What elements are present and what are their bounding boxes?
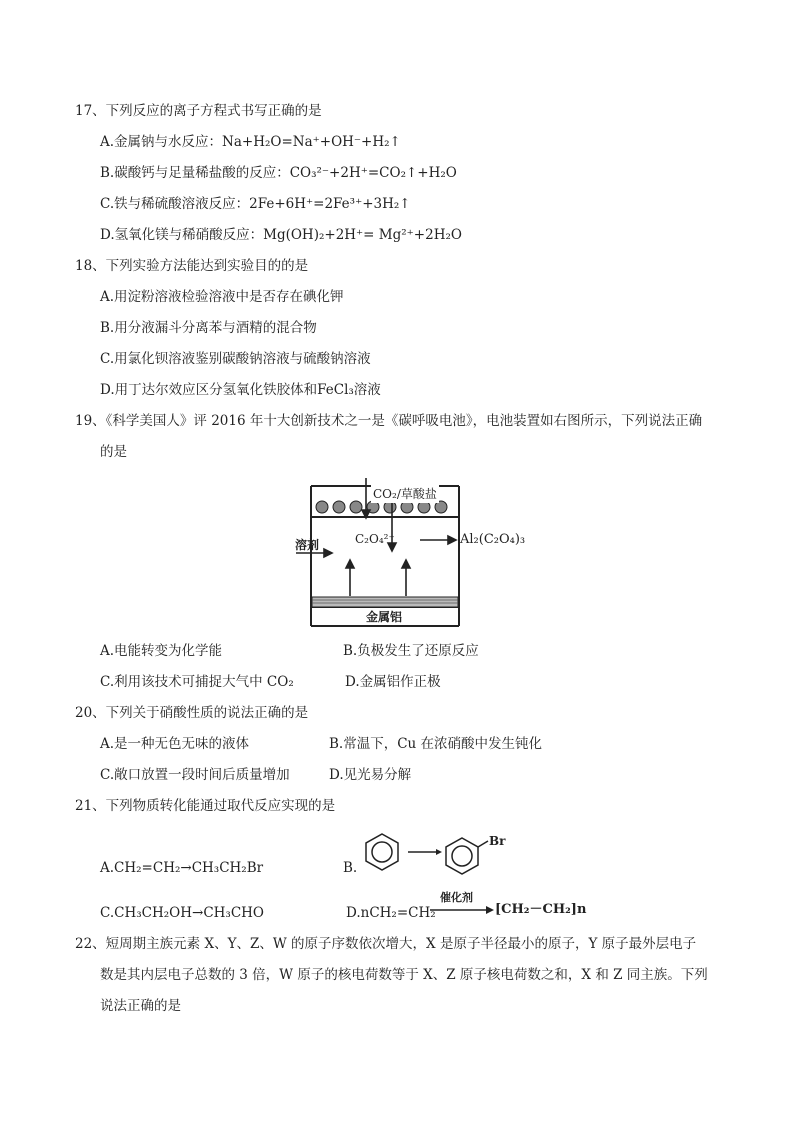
solvent-label: 溶剂 [295, 538, 320, 552]
catalyst-label: 催化剂 [440, 891, 473, 904]
polymerization-arrow [428, 904, 498, 916]
q22-stem-line3: 说法正确的是 [100, 998, 181, 1014]
q21-stem: 21、下列物质转化能通过取代反应实现的是 [75, 798, 336, 814]
q18-option-b: B.用分液漏斗分离苯与酒精的混合物 [100, 320, 317, 336]
q17-stem: 17、下列反应的离子方程式书写正确的是 [75, 103, 322, 119]
q17-option-d: D.氢氧化镁与稀硝酸反应：Mg(OH)₂+2H⁺= Mg²⁺+2H₂O [100, 227, 462, 243]
q17-option-a: A.金属钠与水反应：Na+H₂O=Na⁺+OH⁻+H₂↑ [100, 134, 401, 150]
q18-stem: 18、下列实验方法能达到实验目的的是 [75, 258, 309, 274]
polyethylene-label: [CH₂－CH₂]n [495, 902, 587, 917]
q19-option-c: C.利用该技术可捕捉大气中 CO₂ [100, 674, 294, 690]
q18-option-a: A.用淀粉溶液检验溶液中是否存在碘化钾 [100, 289, 344, 305]
q21-option-b: B. [343, 860, 358, 876]
aluminum-oxalate-label: Al₂(C₂O₄)₃ [460, 532, 526, 547]
q20-option-c: C.敞口放置一段时间后质量增加 [100, 767, 290, 783]
q20-option-b: B.常温下，Cu 在浓硝酸中发生钝化 [329, 736, 543, 752]
q19-stem-line1: 19、《科学美国人》评 2016 年十大创新技术之一是《碳呼吸电池》，电池装置如右图所示，下列说法正确 [75, 413, 703, 429]
q20-option-d: D.见光易分解 [329, 767, 412, 783]
q18-option-c: C.用氯化钡溶液鉴别碳酸钠溶液与硫酸钠溶液 [100, 351, 371, 367]
q17-option-b: B.碳酸钙与足量稀盐酸的反应：CO₃²⁻+2H⁺=CO₂↑+H₂O [100, 165, 457, 181]
q17-option-c: C.铁与稀硫酸溶液反应：2Fe+6H⁺=2Fe³⁺+3H₂↑ [100, 196, 411, 212]
co2-oxalate-label: CO₂/草酸盐 [373, 487, 437, 501]
q19-option-b: B.负极发生了还原反应 [343, 643, 479, 659]
oxalate-ion-label: C₂O₄²⁻ [355, 532, 395, 546]
q20-option-a: A.是一种无色无味的液体 [100, 736, 250, 752]
q19-option-d: D.金属铝作正极 [345, 674, 441, 690]
q20-stem: 20、下列关于硝酸性质的说法正确的是 [75, 705, 309, 721]
q21-option-d: D.nCH₂=CH₂ [346, 905, 436, 921]
bromine-label: Br [489, 834, 506, 848]
q21-option-a: A.CH₂=CH₂→CH₃CH₂Br [100, 860, 264, 876]
q22-stem-line1: 22、短周期主族元素 X、Y、Z、W 的原子序数依次增大，X 是原子半径最小的原子，Y 原子最外层电子 [75, 936, 697, 952]
metal-aluminum-label: 金属铝 [366, 610, 403, 624]
q19-stem-line2: 的是 [100, 444, 127, 460]
q18-option-d: D.用丁达尔效应区分氢氧化铁胶体和FeCl₃溶液 [100, 382, 381, 398]
q22-stem-line2: 数是其内层电子总数的 3 倍，W 原子的核电荷数等于 X、Z 原子核电荷数之和，X 和 Z 同主族。下列 [100, 967, 708, 983]
q21-option-c: C.CH₃CH₂OH→CH₃CHO [100, 905, 265, 921]
q19-option-a: A.电能转变为化学能 [100, 643, 223, 659]
